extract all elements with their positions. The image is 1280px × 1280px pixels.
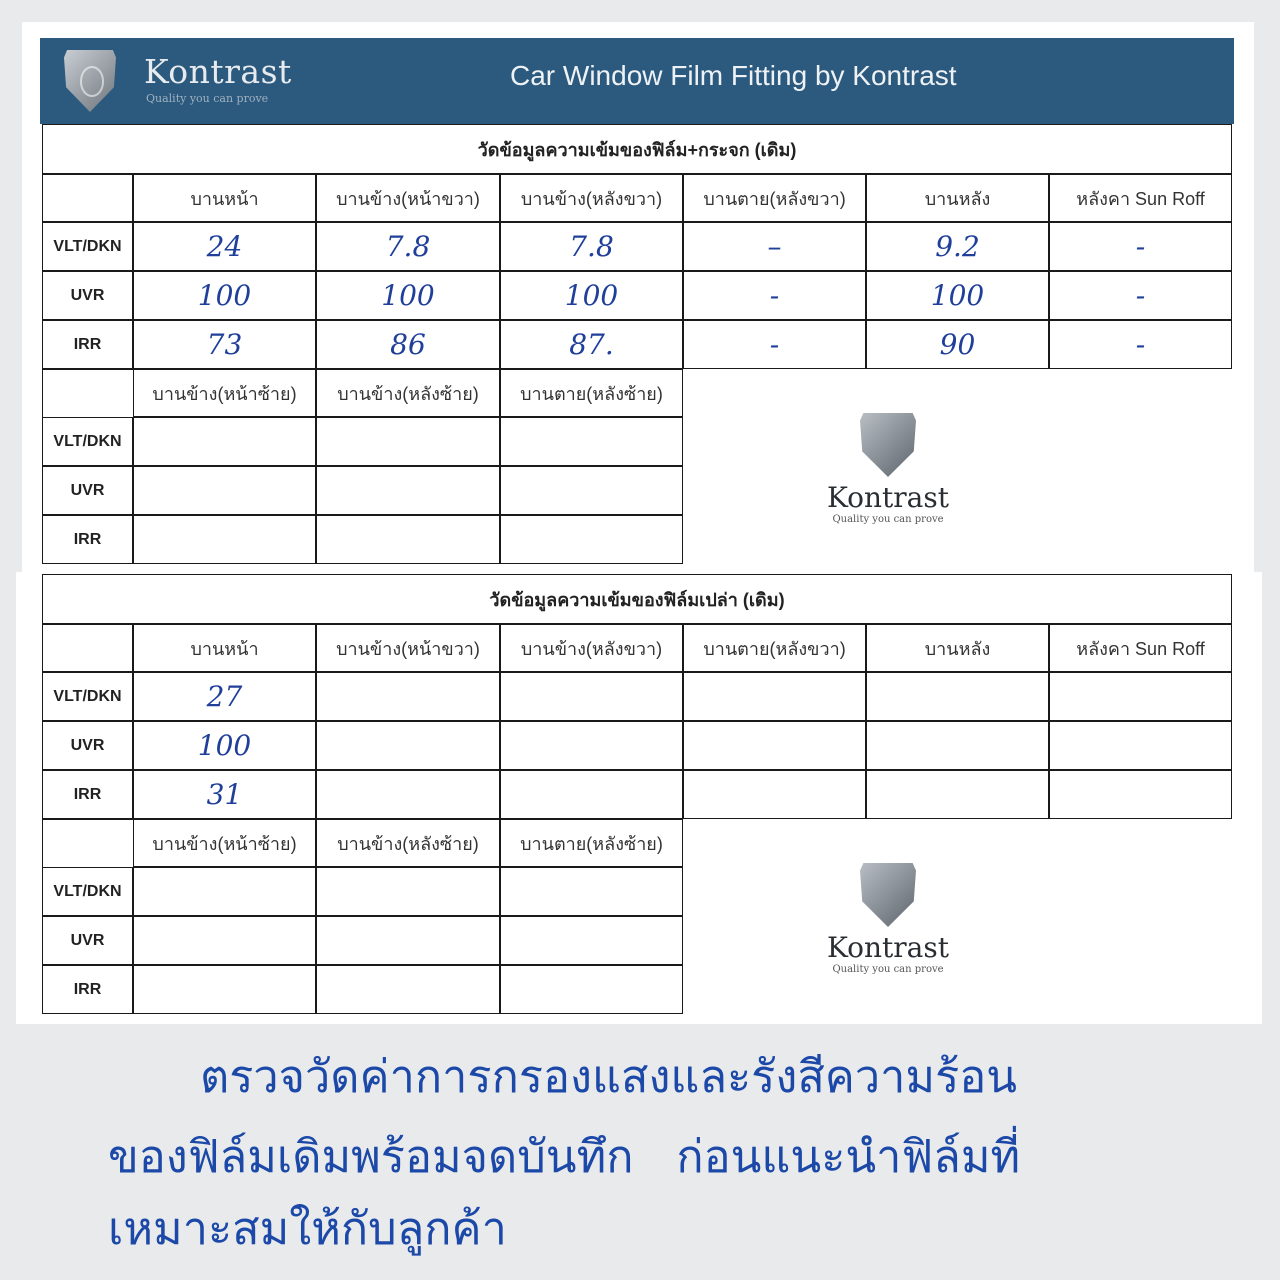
section2-lower-value-cell <box>500 965 683 1014</box>
section1-value-cell: 100 <box>500 271 683 320</box>
section1-value-cell: 100 <box>133 271 316 320</box>
section2-value-cell <box>500 770 683 819</box>
section2-value-cell <box>1049 770 1232 819</box>
section2-col-header: บานข้าง(หลังขวา) <box>500 624 683 672</box>
section2-corner-cell <box>42 624 133 672</box>
section1-value-cell: 100 <box>316 271 500 320</box>
section1-lower-value-cell <box>500 417 683 466</box>
section2-value-cell <box>683 770 866 819</box>
section2-lower-col-header: บานตาย(หลังซ้าย) <box>500 819 683 867</box>
form-header-bar <box>40 38 1234 124</box>
section2-kontrast-logo <box>743 863 1033 975</box>
section1-lower-value-cell <box>316 515 500 564</box>
section2-lower-value-cell <box>133 916 316 965</box>
shield-logo-icon <box>860 413 916 477</box>
section2-col-header: บานข้าง(หน้าขวา) <box>316 624 500 672</box>
section1-corner-cell <box>42 174 133 222</box>
section2-lower-value-cell <box>316 867 500 916</box>
section2-lower-value-cell <box>500 916 683 965</box>
section1-col-header: บานหลัง <box>866 174 1049 222</box>
section2-value-cell <box>500 721 683 770</box>
section2-lower-row-label: VLT/DKN <box>42 867 133 916</box>
section1-col-header: บานตาย(หลังขวา) <box>683 174 866 222</box>
section2-row-label: IRR <box>42 770 133 819</box>
section1-col-header: บานหน้า <box>133 174 316 222</box>
section1-value-cell: - <box>1049 222 1232 271</box>
section1-lower-value-cell <box>316 466 500 515</box>
section1-col-header: บานข้าง(หลังขวา) <box>500 174 683 222</box>
brand-tagline: Quality you can prove <box>146 92 269 105</box>
section1-value-cell: - <box>683 320 866 369</box>
section1-lower-value-cell <box>133 417 316 466</box>
section2-value-cell <box>866 770 1049 819</box>
section2-lower-value-cell <box>316 965 500 1014</box>
section1-lower-col-header: บานข้าง(หน้าซ้าย) <box>133 369 316 417</box>
section2-value-cell: 100 <box>133 721 316 770</box>
section1-value-cell: - <box>1049 320 1232 369</box>
section2-lower-value-cell <box>500 867 683 916</box>
section1-row-label: VLT/DKN <box>42 222 133 271</box>
section1-row-label: IRR <box>42 320 133 369</box>
section1-value-cell: 90 <box>866 320 1049 369</box>
form-title: Car Window Film Fitting by Kontrast <box>510 60 957 91</box>
caption-line-1: ตรวจวัดค่าการกรองแสงและรังสีความร้อน <box>200 1050 1018 1103</box>
section1-lower-value-cell <box>316 417 500 466</box>
section1-lower-value-cell <box>500 515 683 564</box>
section2-value-cell <box>1049 721 1232 770</box>
section1-lower-row-label: VLT/DKN <box>42 417 133 466</box>
brand-name: Kontrast <box>144 52 292 91</box>
section1-value-cell: 24 <box>133 222 316 271</box>
logo-tagline: Quality you can prove <box>832 514 944 525</box>
shield-logo-icon <box>860 863 916 927</box>
section2-lower-row-label: UVR <box>42 916 133 965</box>
section1-row-label: UVR <box>42 271 133 320</box>
section2-value-cell: 27 <box>133 672 316 721</box>
section1-value-cell: 7.8 <box>500 222 683 271</box>
section2-value-cell <box>1049 672 1232 721</box>
section2-col-header: บานหน้า <box>133 624 316 672</box>
section1-col-header: บานข้าง(หน้าขวา) <box>316 174 500 222</box>
logo-tagline: Quality you can prove <box>832 964 944 975</box>
section1-kontrast-logo <box>743 413 1033 525</box>
section2-col-header: บานหลัง <box>866 624 1049 672</box>
section2-value-cell <box>683 672 866 721</box>
section2-value-cell <box>316 721 500 770</box>
section2-lower-value-cell <box>133 965 316 1014</box>
section1-value-cell: 7.8 <box>316 222 500 271</box>
section1-value-cell: 9.2 <box>866 222 1049 271</box>
section1-lower-col-header: บานข้าง(หลังซ้าย) <box>316 369 500 417</box>
caption-line-3: เหมาะสมให้กับลูกค้า <box>108 1202 507 1255</box>
section1-lower-value-cell <box>133 515 316 564</box>
section2-value-cell: 31 <box>133 770 316 819</box>
section1-lower-value-cell <box>133 466 316 515</box>
section2-value-cell <box>500 672 683 721</box>
section2-value-cell <box>866 672 1049 721</box>
section2-value-cell <box>316 770 500 819</box>
section2-lower-col-header: บานข้าง(หลังซ้าย) <box>316 819 500 867</box>
section2-row-label: UVR <box>42 721 133 770</box>
section2-col-header: หลังคา Sun Roff <box>1049 624 1232 672</box>
section1-lower-row-label: UVR <box>42 466 133 515</box>
logo-brand-name: Kontrast <box>826 931 949 964</box>
section1-lower-col-header: บานตาย(หลังซ้าย) <box>500 369 683 417</box>
section1-value-cell: 100 <box>866 271 1049 320</box>
section2-lower-value-cell <box>316 916 500 965</box>
section2-col-header: บานตาย(หลังขวา) <box>683 624 866 672</box>
section2-lower-row-label: IRR <box>42 965 133 1014</box>
section2-lower-col-header: บานข้าง(หน้าซ้าย) <box>133 819 316 867</box>
section1-value-cell: 73 <box>133 320 316 369</box>
section1-lower-value-cell <box>500 466 683 515</box>
section2-value-cell <box>866 721 1049 770</box>
section1-value-cell: – <box>683 222 866 271</box>
shield-logo-icon <box>64 50 116 112</box>
section1-col-header: หลังคา Sun Roff <box>1049 174 1232 222</box>
caption-line-2: ของฟิล์มเดิมพร้อมจดบันทึก ก่อนแนะนำฟิล์มที่ <box>108 1130 1021 1183</box>
section1-lower-row-label: IRR <box>42 515 133 564</box>
section2-value-cell <box>683 721 866 770</box>
section2-row-label: VLT/DKN <box>42 672 133 721</box>
section2-lower-value-cell <box>133 867 316 916</box>
section1-value-cell: 86 <box>316 320 500 369</box>
section1-value-cell: - <box>683 271 866 320</box>
section1-title: วัดข้อมูลความเข้มของฟิล์ม+กระจก (เดิม) <box>42 124 1232 174</box>
section1-value-cell: 87. <box>500 320 683 369</box>
section2-value-cell <box>316 672 500 721</box>
logo-brand-name: Kontrast <box>826 481 949 514</box>
section2-title: วัดข้อมูลความเข้มของฟิล์มเปล่า (เดิม) <box>42 574 1232 624</box>
section1-value-cell: - <box>1049 271 1232 320</box>
